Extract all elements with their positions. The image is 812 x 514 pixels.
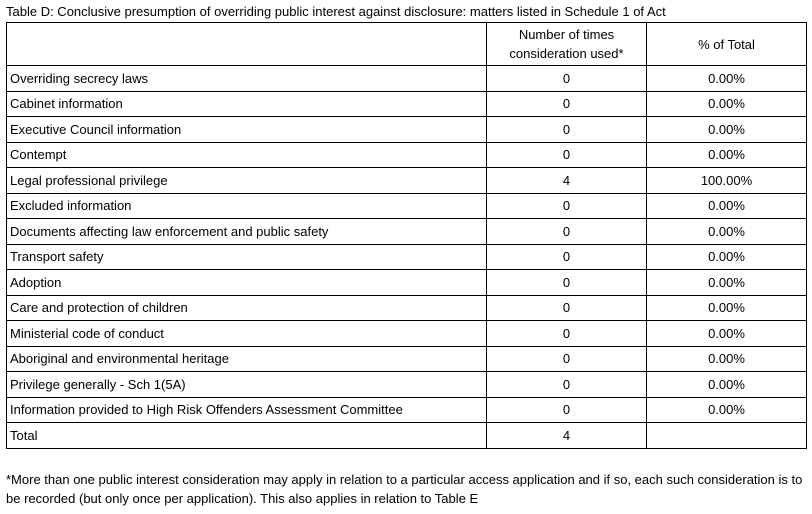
row-label: Transport safety [7,244,487,270]
total-row [7,423,807,449]
row-percent: 0.00% [647,346,807,372]
schedule-1-table [6,22,807,449]
row-label: Care and protection of children [7,295,487,321]
row-percent: 0.00% [647,91,807,117]
table-caption: Table D: Conclusive presumption of overriding public interest against disclosure: matters listed in Schedule 1 of Act [6,4,666,19]
row-percent: 0.00% [647,372,807,398]
table-row [7,142,807,168]
row-label: Excluded information [7,193,487,219]
row-percent: 0.00% [647,244,807,270]
table-row [7,66,807,92]
table-row [7,168,807,194]
total-percent [647,423,807,449]
row-count: 0 [487,66,647,92]
table-body [7,66,807,449]
row-label: Aboriginal and environmental heritage [7,346,487,372]
row-count: 4 [487,168,647,194]
header-row [7,23,807,66]
header-percent: % of Total [647,23,807,66]
header-count-line2: consideration used* [509,46,624,61]
table-row [7,295,807,321]
row-label: Information provided to High Risk Offenders Assessment Committee [7,397,487,423]
row-percent: 100.00% [647,168,807,194]
row-percent: 0.00% [647,295,807,321]
row-count: 0 [487,244,647,270]
row-percent: 0.00% [647,219,807,245]
table-row [7,193,807,219]
row-label: Cabinet information [7,91,487,117]
row-label: Contempt [7,142,487,168]
row-label: Documents affecting law enforcement and public safety [7,219,487,245]
table-row [7,117,807,143]
row-label: Ministerial code of conduct [7,321,487,347]
row-count: 0 [487,372,647,398]
row-count: 0 [487,193,647,219]
row-percent: 0.00% [647,117,807,143]
row-count: 0 [487,270,647,296]
table-row [7,219,807,245]
table-row [7,321,807,347]
row-count: 0 [487,346,647,372]
header-count-line1: Number of times [518,27,615,42]
row-percent: 0.00% [647,321,807,347]
row-label: Executive Council information [7,117,487,143]
total-count: 4 [487,423,647,449]
table-row [7,91,807,117]
row-label: Adoption [7,270,487,296]
row-percent: 0.00% [647,142,807,168]
footnote: *More than one public interest consideration may apply in relation to a particular access application and if so, each such consideration is to be recorded (but only once per application). This also applies in relation to Table E [6,472,803,506]
row-percent: 0.00% [647,66,807,92]
total-label: Total [7,423,487,449]
row-label: Privilege generally - Sch 1(5A) [7,372,487,398]
header-count [487,23,647,66]
row-percent: 0.00% [647,270,807,296]
row-count: 0 [487,219,647,245]
row-label: Legal professional privilege [7,168,487,194]
table-row [7,372,807,398]
row-percent: 0.00% [647,397,807,423]
row-count: 0 [487,117,647,143]
table-row [7,397,807,423]
table-row [7,346,807,372]
row-percent: 0.00% [647,193,807,219]
row-count: 0 [487,142,647,168]
row-label: Overriding secrecy laws [7,66,487,92]
row-count: 0 [487,321,647,347]
header-category [7,23,487,66]
row-count: 0 [487,91,647,117]
table-row [7,270,807,296]
row-count: 0 [487,397,647,423]
row-count: 0 [487,295,647,321]
table-row [7,244,807,270]
